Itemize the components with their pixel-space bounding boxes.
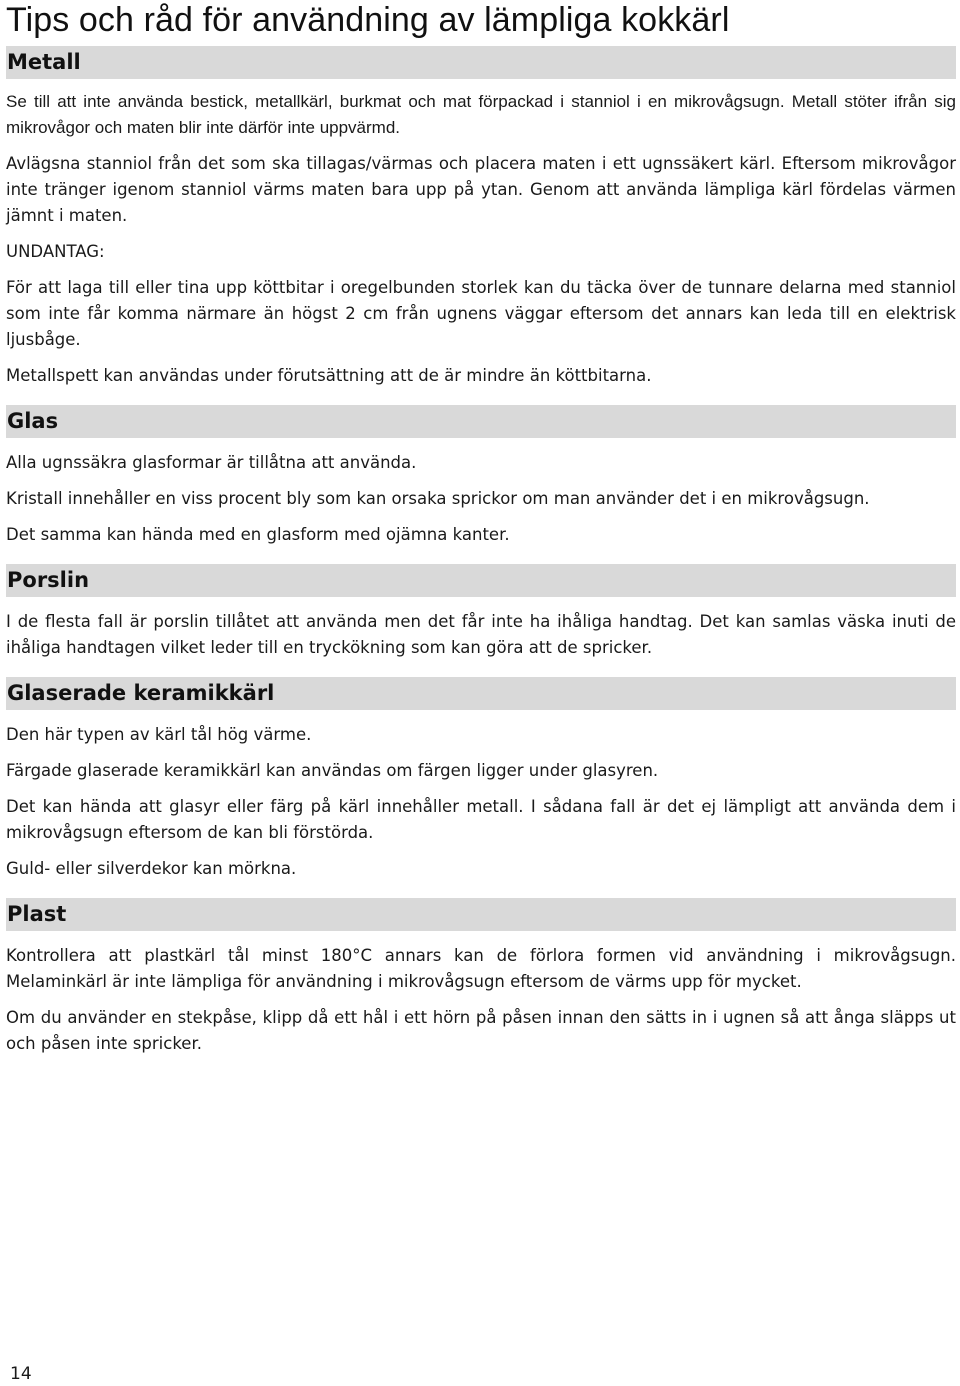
paragraph: I de flesta fall är porslin tillåtet att använda men det får inte ha ihåliga handtag. Det kan samlas väska inuti de ihåliga handtagen vilket leder till en tryckökning som kan göra att de spricker. bbox=[6, 612, 956, 657]
paragraph: Kontrollera att plastkärl tål minst 180°C annars kan de förlora formen vid användning i mikrovågsugn. Melaminkärl är inte lämpliga för användning i mikrovågsugn eftersom de värms upp för mycket. bbox=[6, 946, 956, 991]
paragraph: Det kan hända att glasyr eller färg på kärl innehåller metall. I sådana fall är det ej lämpligt att använda dem i mikrovågsugn eftersom de kan bli förstörda. bbox=[6, 797, 956, 842]
paragraph: Guld- eller silverdekor kan mörkna. bbox=[6, 859, 297, 878]
paragraph: För att laga till eller tina upp köttbitar i oregelbunden storlek kan du täcka över de tunnare delarna med stanniol som inte får komma närmare än högst 2 cm från ugnens väggar eftersom det annars kan leda till en elektrisk ljusbåge. bbox=[6, 278, 956, 349]
section-glaserade-keramikkarl bbox=[6, 677, 956, 882]
page-title: Tips och råd för användning av lämpliga kokkärl bbox=[6, 1, 730, 39]
paragraph: Metallspett kan användas under förutsättning att de är mindre än köttbitarna. bbox=[6, 366, 652, 385]
section-heading: Porslin bbox=[6, 564, 956, 597]
section-heading: Glaserade keramikkärl bbox=[6, 677, 956, 710]
paragraph: Det samma kan hända med en glasform med ojämna kanter. bbox=[6, 525, 510, 544]
paragraph: Om du använder en stekpåse, klipp då ett hål i ett hörn på påsen innan den sätts in i ugnen så att ånga släpps ut och påsen inte spricker. bbox=[6, 1008, 956, 1053]
paragraph: Se till att inte använda bestick, metallkärl, burkmat och mat förpackad i stanniol i en mikrovågsugn. Metall stöter ifrån sig mikrovågor och maten blir inte därför inte uppvärmd. bbox=[6, 92, 956, 137]
paragraph: Alla ugnssäkra glasformar är tillåtna att använda. bbox=[6, 453, 417, 472]
paragraph: Avlägsna stanniol från det som ska tillagas/värmas och placera maten i ett ugnssäkert kärl. Eftersom mikrovågor inte tränger igenom stanniol värms maten bara upp på ytan. Genom att använda lämpliga kärl fördelas värmen jämnt i maten. bbox=[6, 154, 956, 225]
section-plast bbox=[6, 898, 956, 1057]
section-heading: Plast bbox=[6, 898, 956, 931]
page-number: 14 bbox=[10, 1364, 32, 1384]
section-glas bbox=[6, 405, 956, 548]
section-metall bbox=[6, 46, 956, 389]
paragraph: Kristall innehåller en viss procent bly som kan orsaka sprickor om man använder det i en mikrovågsugn. bbox=[6, 489, 870, 508]
document-page bbox=[6, 0, 956, 1067]
paragraph: Färgade glaserade keramikkärl kan användas om färgen ligger under glasyren. bbox=[6, 761, 659, 780]
section-porslin bbox=[6, 564, 956, 661]
section-heading: Metall bbox=[6, 46, 956, 79]
paragraph: UNDANTAG: bbox=[6, 242, 105, 261]
section-heading: Glas bbox=[6, 405, 956, 438]
paragraph: Den här typen av kärl tål hög värme. bbox=[6, 725, 312, 744]
